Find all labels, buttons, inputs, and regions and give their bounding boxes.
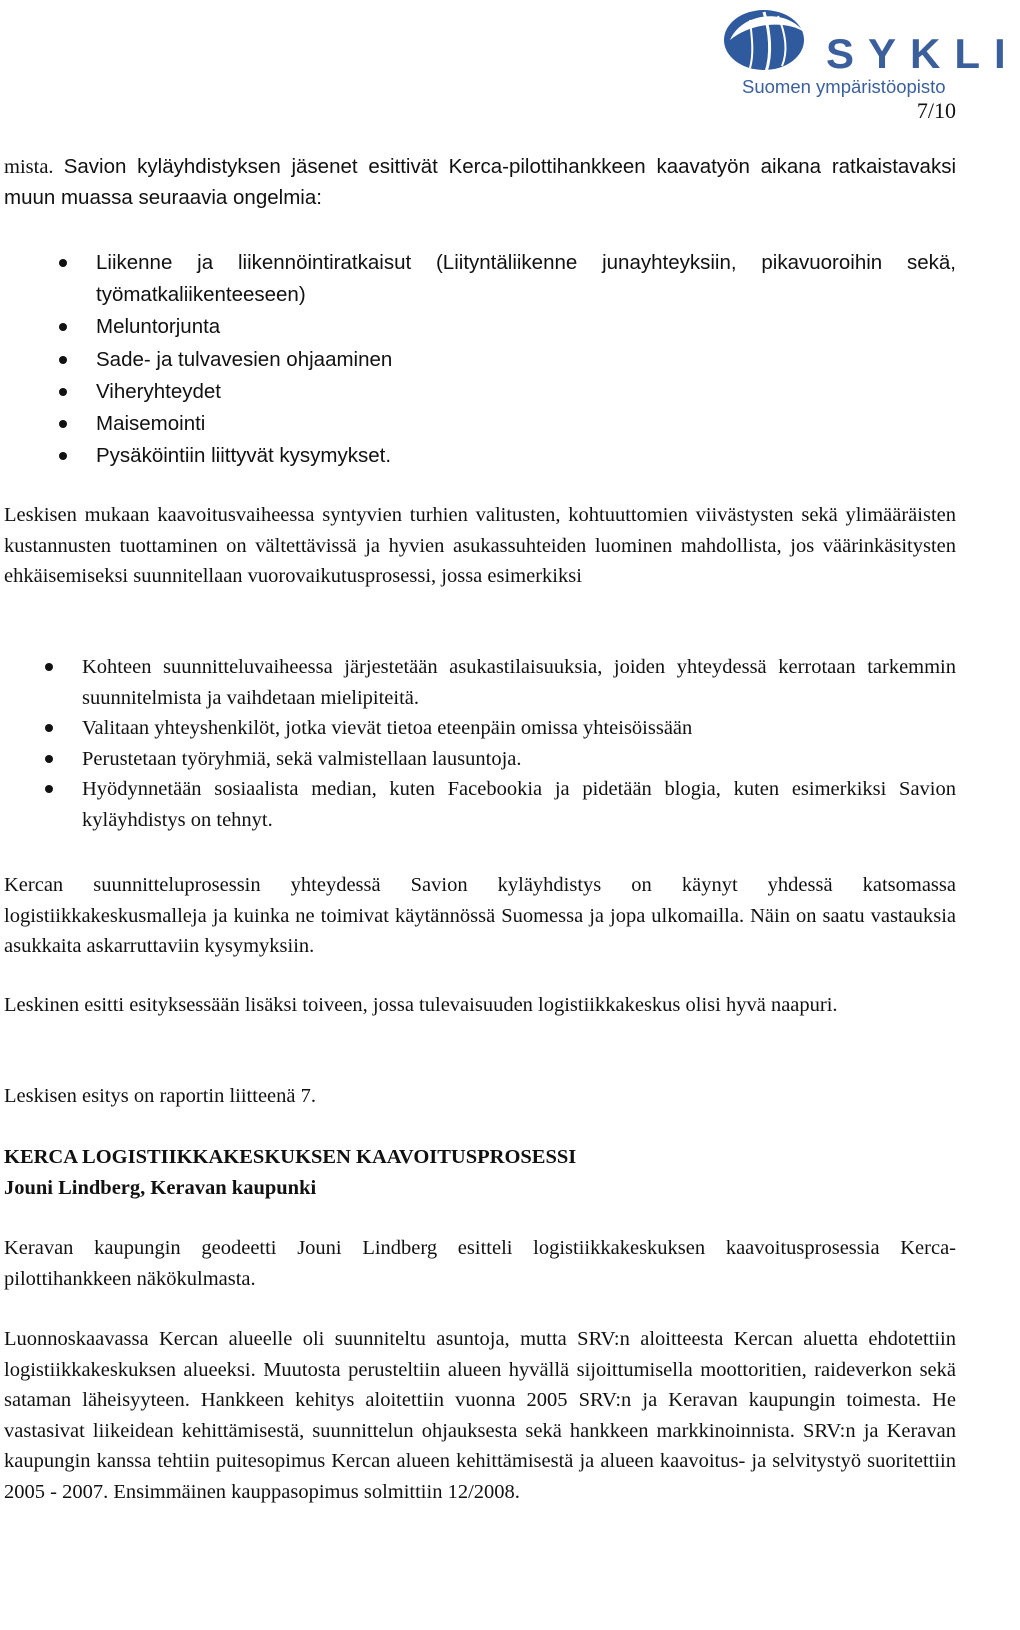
page-number: 7/10 [916, 98, 956, 123]
paragraph-liite: Leskisen esitys on raportin liitteenä 7. [4, 1085, 316, 1107]
intro-lead: mista. [4, 156, 54, 178]
bullet-icon [45, 785, 53, 793]
section-speaker: Jouni Lindberg, Keravan kaupunki [4, 1177, 317, 1199]
measures-list [82, 652, 956, 835]
paragraph-toive: Leskinen esitti esityksessään lisäksi toiveen, jossa tulevaisuuden logistiikkakeskus olisi hyvä naapuri. [4, 994, 838, 1016]
sykli-logo [728, 2, 1020, 102]
problems-list [96, 247, 956, 472]
paragraph-kercan: Kercan suunnitteluprosessin yhteydessä Savion kyläyhdistys on käynyt yhdessä katsomassa logistiikkakeskusmalleja ja kuinka ne toimivat käytännössä Suomessa ja jopa ulkomailla. Näin on saatu vastauksia asukkaita askarruttaviin kysymyksiin. [4, 874, 956, 957]
bullet-icon [45, 755, 53, 763]
list-item: Pysäköintiin liittyvät kysymykset. [96, 440, 956, 472]
list-item: Valitaan yhteyshenkilöt, jotka vievät tietoa eteenpäin omissa yhteisöissään [82, 713, 956, 744]
list-item: Perustetaan työryhmiä, sekä valmistellaan lausuntoja. [82, 744, 956, 775]
list-item: Sade- ja tulvavesien ohjaaminen [96, 344, 956, 376]
bullet-icon [59, 323, 67, 331]
bullet-icon [59, 259, 67, 267]
bullet-icon [59, 452, 67, 460]
intro-text: Savion kyläyhdistyksen jäsenet esittivät Kerca-pilottihankkeen kaavatyön aikana ratkaistavaksi muun muassa seuraavia ongelmia: [4, 155, 956, 209]
logo-subtitle: Suomen ympäristöopisto [742, 76, 946, 97]
paragraph-lindberg: Keravan kaupungin geodeetti Jouni Lindberg esitteli logistiikkakeskuksen kaavoitusprosessia Kerca-pilottihankkeen näkökulmasta. [4, 1237, 956, 1290]
list-item: Maisemointi [96, 408, 956, 440]
section-title: KERCA LOGISTIIKKAKESKUKSEN KAAVOITUSPROSESSI [4, 1146, 577, 1168]
bullet-icon [59, 388, 67, 396]
sykli-emblem-icon [720, 2, 816, 74]
list-item: Hyödynnetään sosiaalista median, kuten Facebookia ja pidetään blogia, kuten esimerkiksi Savion kyläyhdistys on tehnyt. [82, 774, 956, 835]
paragraph-leskinen: Leskisen mukaan kaavoitusvaiheessa syntyvien turhien valitusten, kohtuuttomien viivästysten sekä ylimääräisten kustannusten tuottaminen on vältettävissä ja hyvien asukassuhteiden luominen mahdollista, jos väärinkäsitysten ehkäisemiseksi suunnitellaan vuorovaikutusprosessi, jossa esimerkiksi [4, 504, 956, 587]
list-item: Meluntorjunta [96, 311, 956, 343]
intro-paragraph [4, 152, 956, 213]
list-item: Viheryhteydet [96, 376, 956, 408]
bullet-icon [45, 724, 53, 732]
list-item: Kohteen suunnitteluvaiheessa järjestetään asukastilaisuuksia, joiden yhteydessä kerrotaan tarkemmin suunnitelmista ja vaihdetaan mielipiteitä. [82, 652, 956, 713]
logo-name: SYKLI [826, 30, 1020, 77]
bullet-icon [45, 663, 53, 671]
bullet-icon [59, 420, 67, 428]
list-item: Liikenne ja liikennöintiratkaisut (Liityntäliikenne junayhteyksiin, pikavuoroihin sekä, työmatkaliikenteeseen) [96, 247, 956, 311]
bullet-icon [59, 356, 67, 364]
paragraph-luonnos: Luonnoskaavassa Kercan alueelle oli suunniteltu asuntoja, mutta SRV:n aloitteesta Kercan aluetta ehdotettiin logistiikkakeskuksen alueeksi. Muutosta perusteltiin alueen hyvällä sijoittumisella moottoritien, raideverkon sekä sataman läheisyyteen. Hankkeen kehitys aloitettiin vuonna 2005 SRV:n ja Keravan kaupungin toimesta. He vastasivat liikeidean kehittämisestä, suunnittelun ohjauksesta sekä hankkeen markkinoinnista. SRV:n ja Keravan kaupungin kanssa tehtiin puitesopimus Kercan alueen kehittämisestä ja alueen kaavoitus- ja selvitystyö suoritettiin 2005 - 2007. Ensimmäinen kauppasopimus solmittiin 12/2008. [4, 1328, 956, 1503]
